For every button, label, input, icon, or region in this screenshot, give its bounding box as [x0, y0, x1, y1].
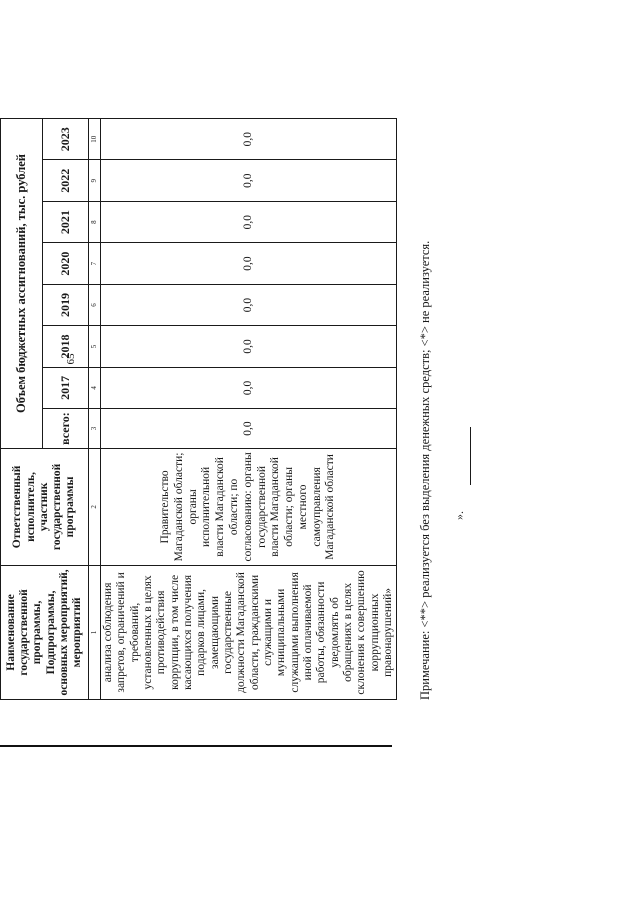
index-cell: 1 [89, 565, 101, 699]
header-year: 2017 [43, 367, 89, 408]
index-cell: 10 [89, 119, 101, 160]
header-year: 2021 [43, 201, 89, 242]
index-cell: 8 [89, 201, 101, 242]
table-row [101, 119, 397, 700]
index-cell: 3 [89, 409, 101, 449]
header-year: 2018 [43, 326, 89, 367]
row-value: 0,0 [101, 367, 397, 408]
header-total: всего: [43, 409, 89, 449]
row-value: 0,0 [101, 201, 397, 242]
page-number: 65 [65, 353, 77, 365]
header-budget-group: Объем бюджетных ассигнований, тыс. рублей [1, 119, 43, 449]
header-executor: Ответственный исполнитель, участник государственной программы [1, 448, 89, 565]
closing-underline [470, 427, 471, 485]
rotated-document [0, 100, 500, 700]
budget-table [0, 118, 397, 700]
row-value: 0,0 [101, 160, 397, 201]
index-cell: 2 [89, 448, 101, 565]
row-total: 0,0 [101, 409, 397, 449]
row-value: 0,0 [101, 243, 397, 284]
index-cell: 6 [89, 284, 101, 325]
header-year: 2022 [43, 160, 89, 201]
row-value: 0,0 [101, 326, 397, 367]
row-name: анализа соблюдения запретов, ограничений и требований, установленных в целях противодействия коррупции, в том числе касающихся получения подарков лицами, замещающими государственные должности Магаданской области, гражданскими служащими и муниципальными служащими выполнения иной оплачиваемой работы, обязанности уведомлять об обращениях в целях склонения к совершению коррупционных правонарушений» [101, 565, 397, 699]
row-value: 0,0 [101, 284, 397, 325]
header-year: 2023 [43, 119, 89, 160]
row-executor: Правительство Магаданской области; органы исполнительной власти Магаданской области; по согласованию: органы государственной власти Магаданской области; органы местного самоуправления Магаданской области [101, 448, 397, 565]
row-value: 0,0 [101, 119, 397, 160]
index-row [89, 119, 101, 700]
closing-mark: ». [452, 511, 466, 520]
header-name: Наименование государственной программы, Подпрограммы, основных мероприятий, мероприятий [1, 565, 89, 699]
index-cell: 4 [89, 367, 101, 408]
header-year: 2020 [43, 243, 89, 284]
index-cell: 5 [89, 326, 101, 367]
index-cell: 7 [89, 243, 101, 284]
scan-border-line [0, 745, 392, 747]
index-cell: 9 [89, 160, 101, 201]
footnote: Примечание: <**> реализуется без выделения денежных средств; <*> не реализуется. [418, 240, 432, 700]
header-year: 2019 [43, 284, 89, 325]
